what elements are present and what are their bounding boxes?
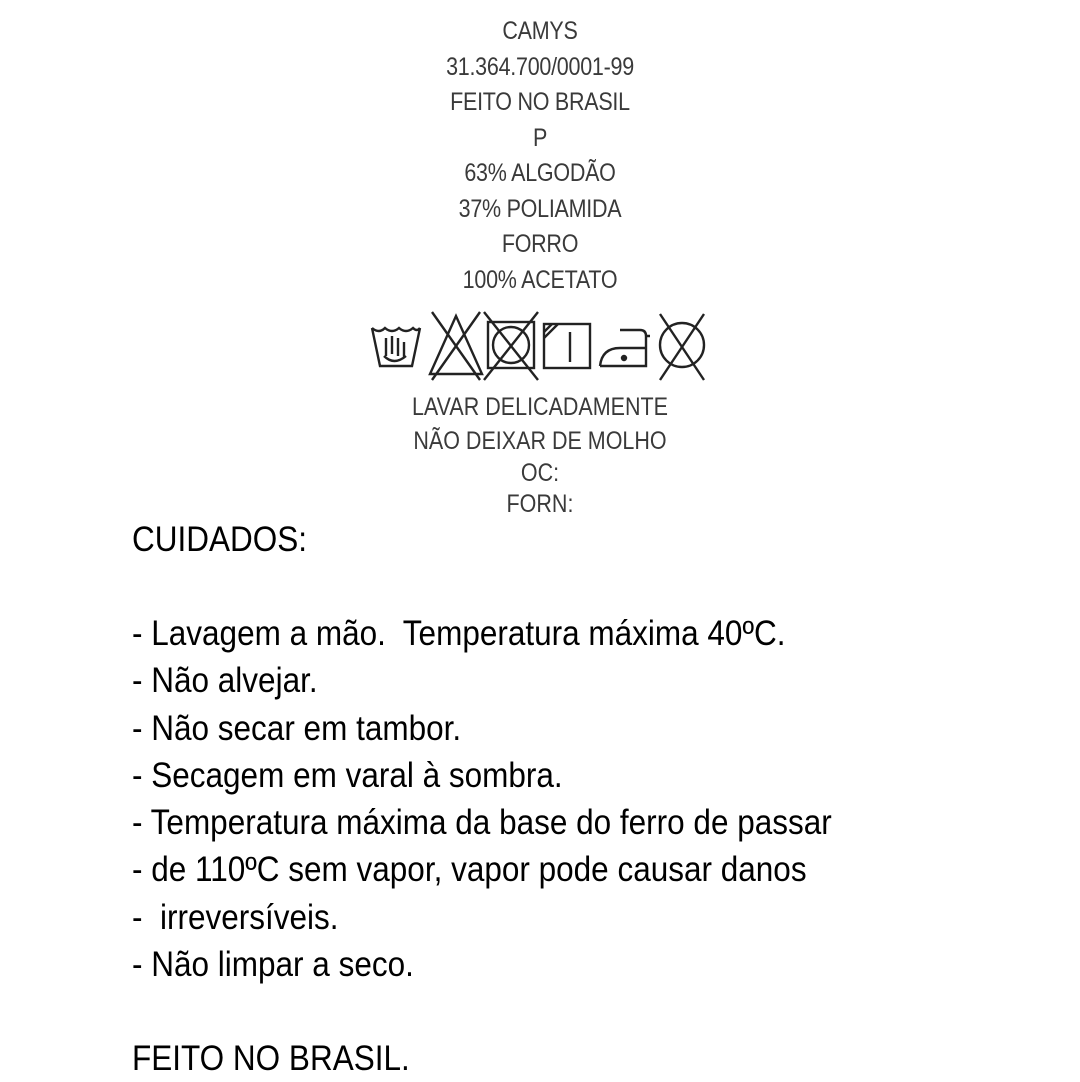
iron-low-temperature-icon (600, 330, 650, 366)
hand-wash-icon (372, 328, 420, 366)
care-instructions (132, 516, 910, 1082)
wash-instruction: LAVAR DELICADAMENTE (411, 393, 669, 421)
do-not-dry-clean-icon (660, 314, 704, 380)
forn-field: FORN: (506, 490, 574, 518)
size-text: P (532, 123, 548, 152)
care-item-steam-warning: - de 110ºC sem vapor, vapor pode causar danos (132, 850, 807, 890)
composition-polyamide: 37% POLIAMIDA (458, 194, 622, 223)
care-item-line-dry: - Secagem em varal à sombra. (132, 755, 563, 795)
composition-cotton: 63% ALGODÃO (464, 159, 616, 187)
company-id: 31.364.700/0001-99 (446, 52, 634, 81)
lining-heading: FORRO (501, 230, 579, 258)
do-not-bleach-icon (430, 312, 482, 380)
made-in-brazil: FEITO NO BRASIL. (132, 1039, 410, 1079)
garment-label-top (0, 14, 1080, 298)
origin-text: FEITO NO BRASIL (450, 88, 630, 116)
composition-acetate: 100% ACETATO (462, 265, 618, 294)
care-item-no-bleach: - Não alvejar. (132, 661, 318, 701)
garment-label-bottom (0, 390, 1080, 520)
brand-name: CAMYS (502, 17, 578, 45)
care-item-hand-wash: - Lavagem a mão. Temperatura máxima 40ºC. (132, 614, 786, 653)
do-not-tumble-dry-icon (484, 312, 538, 380)
care-symbols (368, 308, 710, 386)
oc-field: OC: (520, 459, 560, 487)
care-heading: CUIDADOS: (132, 520, 308, 559)
care-item-iron-temp: - Temperatura máxima da base do ferro de passar (132, 803, 832, 843)
line-dry-in-shade-icon (544, 324, 590, 368)
care-item-no-tumble: - Não secar em tambor. (132, 708, 462, 748)
care-item-irreversible: - irreversíveis. (132, 897, 339, 937)
care-item-no-dry-clean: - Não limpar a seco. (132, 945, 414, 985)
soak-instruction: NÃO DEIXAR DE MOLHO (413, 427, 667, 455)
